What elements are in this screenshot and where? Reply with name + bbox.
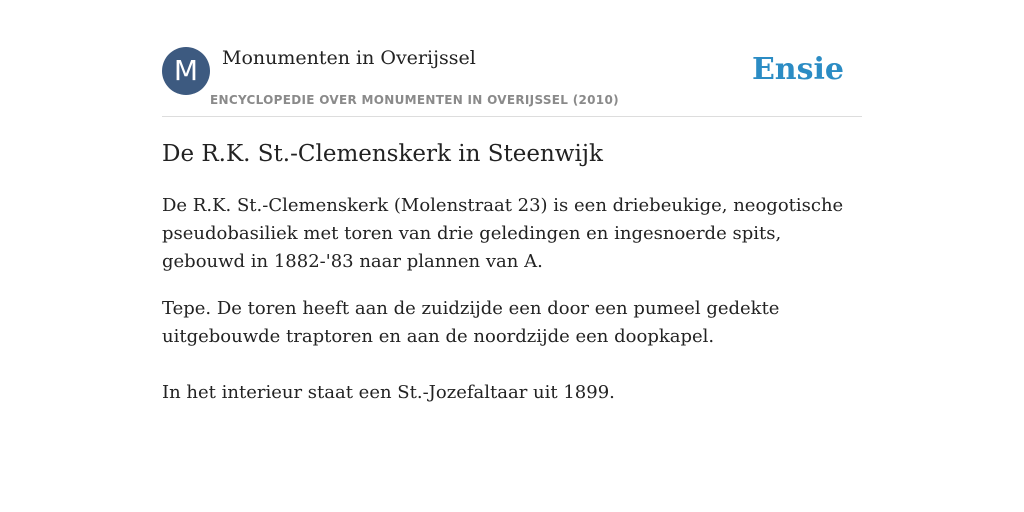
article-paragraph: Tepe. De toren heeft aan de zuidzijde een door een pumeel gedekte uitgebouwde traptoren en aan de noordzijde een doopkapel. (162, 298, 780, 347)
source-avatar[interactable]: M (162, 47, 210, 95)
source-title-link[interactable]: Monumenten in Overijssel (222, 47, 476, 69)
article-container (162, 0, 862, 403)
source-header (162, 0, 862, 117)
page-title: De R.K. St.-Clemenskerk in Steenwijk (162, 141, 603, 167)
source-subtitle: ENCYCLOPEDIE OVER MONUMENTEN IN OVERIJSSEL (2010) (210, 93, 619, 107)
article-paragraph: De R.K. St.-Clemenskerk (Molenstraat 23) is een driebeukige, neogotische pseudobasiliek met toren van drie geledingen en ingesnoerde spits, gebouwd in 1882-'83 naar plannen van A. (162, 195, 844, 272)
ensie-logo[interactable]: Ensie (751, 52, 844, 87)
article-paragraph: In het interieur staat een St.-Jozefaltaar uit 1899. (162, 382, 615, 403)
